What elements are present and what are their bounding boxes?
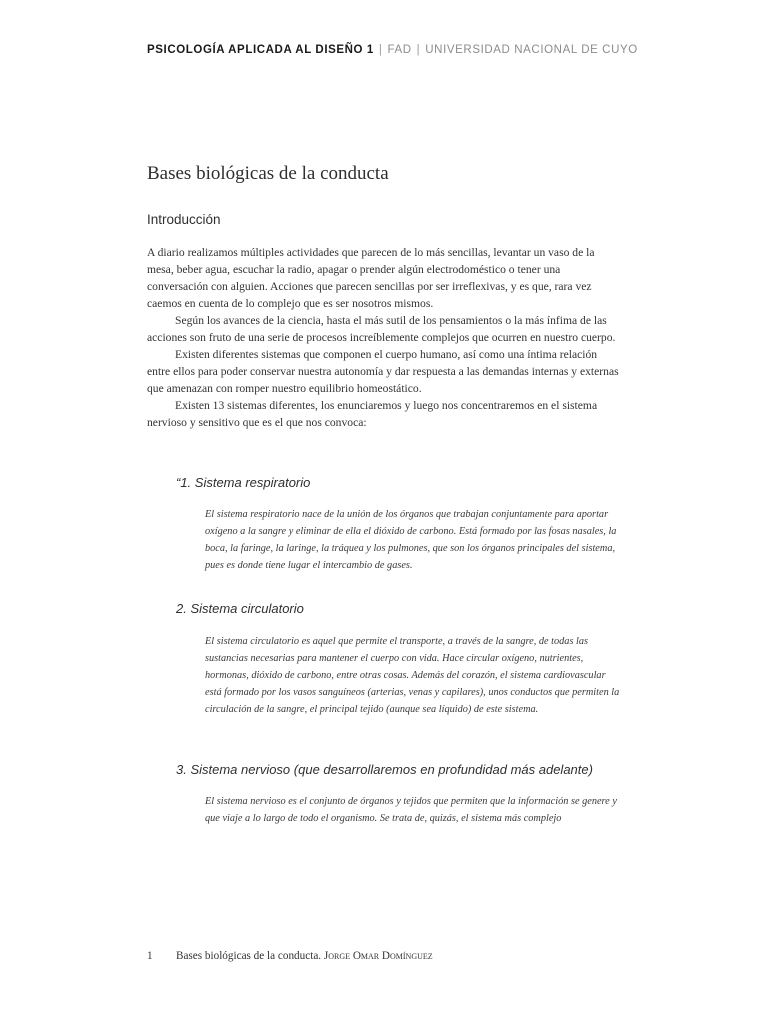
document-title: Bases biológicas de la conducta (147, 163, 389, 184)
section-heading-nervioso: 3. Sistema nervioso (que desarrollaremos en profundidad más adelante) (176, 762, 593, 777)
header-divider: | (378, 44, 383, 56)
section-text-circulatorio: El sistema circulatorio es aquel que permite el transporte, a través de la sangre, de todas las sustancias necesarias para mantener el cuerpo con vida. Hace circular oxígeno, nutrientes, hormonas, dióxido de carbono, entre otras cosas. Además del corazón, el sistema cardiovascular está formado por los vasos sanguíneos (arterias, venas y capilares), unos conductos que permiten la circulación de la sangre, el principal tejido (aunque sea líquido) de este sistema. (205, 636, 620, 715)
section-text-nervioso: El sistema nervioso es el conjunto de órganos y tejidos que permiten que la información se genere y que viaje a lo largo de todo el organismo. Se trata de, quizás, el sistema más complejo (205, 796, 617, 824)
section-heading-respiratorio: “1. Sistema respiratorio (176, 475, 311, 490)
course-name: PSICOLOGÍA APLICADA AL DISEÑO 1 (147, 44, 374, 56)
intro-body (147, 244, 621, 431)
page-header (147, 44, 638, 56)
section-text-respiratorio: El sistema respiratorio nace de la unión de los órganos que trabajan conjuntamente para aportar oxígeno a la sangre y eliminar de ella el dióxido de carbono. Está formado por las fosas nasales, la boca, la faringe, la laringe, la tráquea y los pulmones, que son los órganos principales del sistema, pues es donde tiene lugar el intercambio de gases. (205, 509, 617, 571)
page-number: 1 (147, 950, 153, 962)
intro-paragraph: Existen diferentes sistemas que componen el cuerpo humano, así como una íntima relación entre ellos para poder conservar nuestra autonomía y dar respuesta a las demandas internas y externas que amenazan con romper nuestro equilibrio homeostático. (147, 348, 619, 395)
section-heading-circulatorio: 2. Sistema circulatorio (176, 601, 304, 616)
intro-paragraph: A diario realizamos múltiples actividades que parecen de lo más sencillas, levantar un vaso de la mesa, beber agua, escuchar la radio, apagar o prender algún electrodoméstico o tener una conversación con alguien. Acciones que parecen sencillas por ser irreflexivas, y es que, rara vez caemos en cuenta de lo complejo que es ser nosotros mismos. (147, 246, 595, 310)
faculty-name: FAD (387, 44, 412, 56)
intro-paragraph: Existen 13 sistemas diferentes, los enunciaremos y luego nos concentraremos en el sistema nervioso y sensitivo que es el que nos convoca: (147, 399, 598, 429)
intro-paragraph: Según los avances de la ciencia, hasta el más sutil de los pensamientos o la más ínfima de las acciones son fruto de una serie de procesos increíblemente complejos que ocurren en nuestro cuerpo. (147, 314, 616, 344)
footer-doc-title: Bases biológicas de la conducta. (176, 950, 322, 962)
page-footer (147, 950, 433, 962)
section-subtitle: Introducción (147, 212, 221, 227)
university-name: UNIVERSIDAD NACIONAL DE CUYO (425, 44, 638, 56)
footer-author: Jorge Omar Domínguez (323, 950, 433, 962)
header-divider: | (416, 44, 421, 56)
